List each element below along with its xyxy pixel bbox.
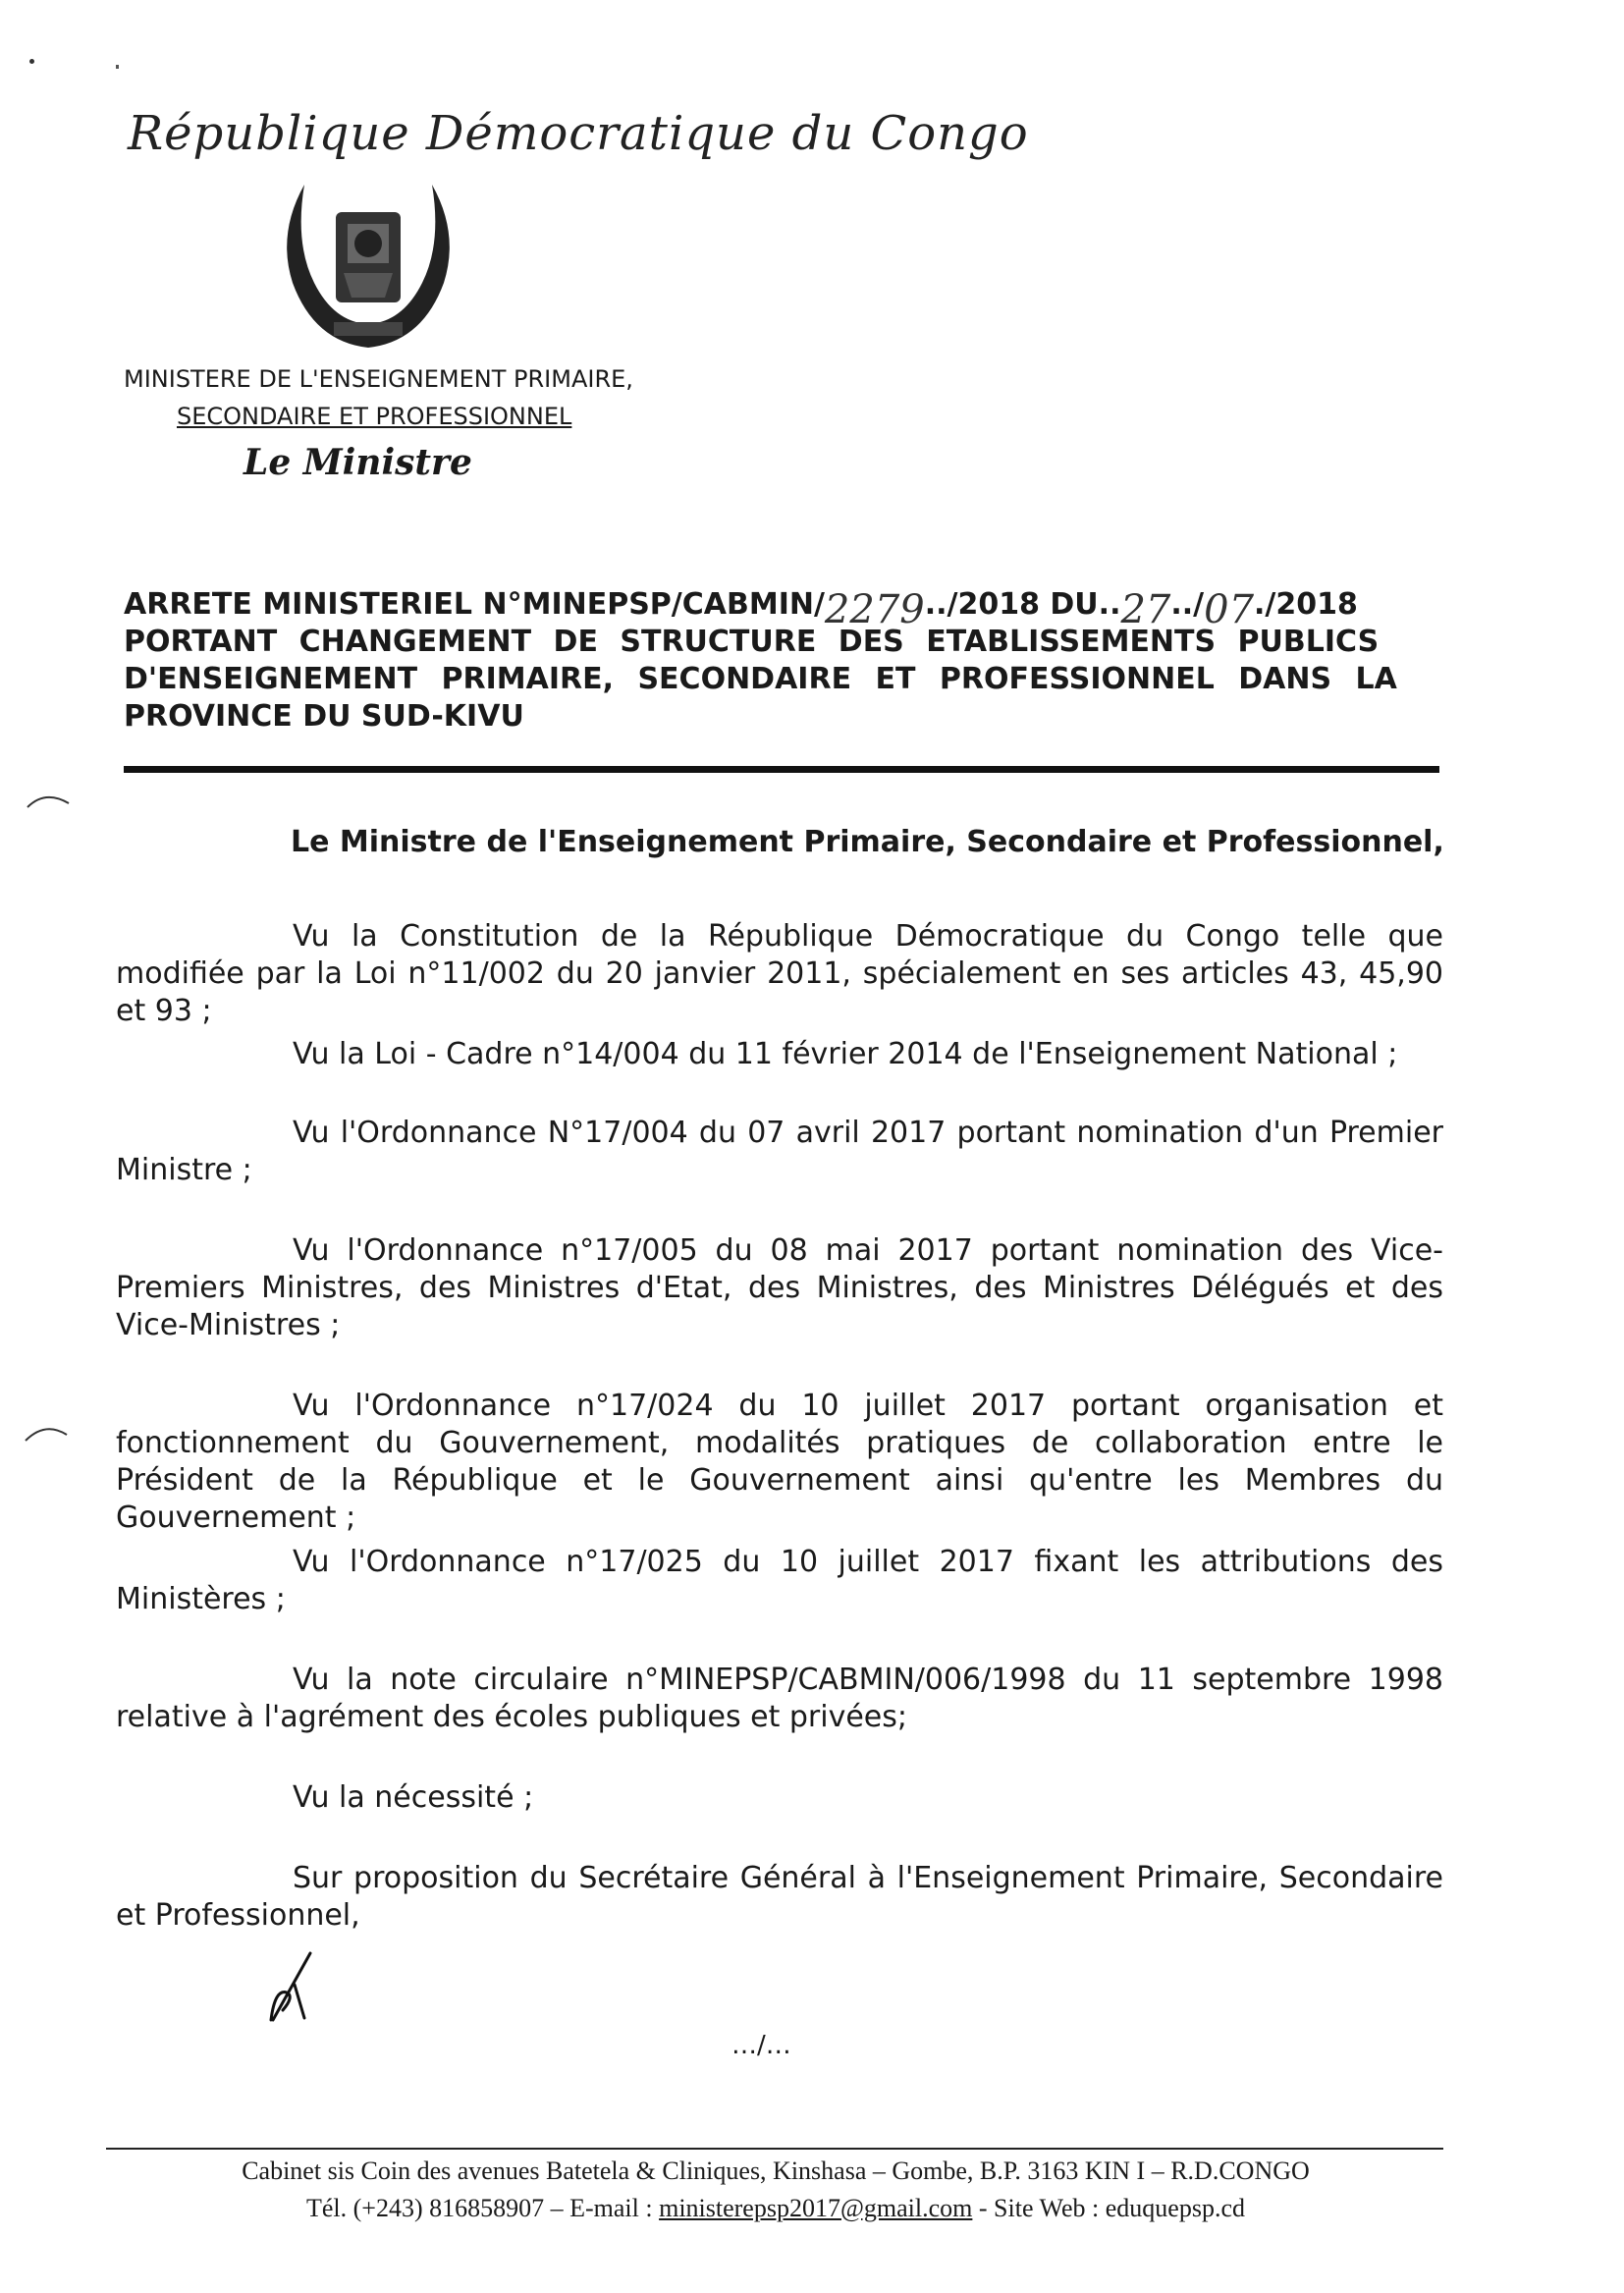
footer-contact — [98, 2194, 1453, 2223]
footer-address: Cabinet sis Coin des avenues Batetela & Cliniques, Kinshasa – Gombe, B.P. 3163 KIN I – R.D.CONGO — [242, 2157, 1310, 2185]
handwritten-day: 27 — [1120, 587, 1171, 632]
scan-speck — [116, 65, 119, 69]
recital-ordonnance-attributions: Vu l'Ordonnance n°17/025 du 10 juillet 2017 fixant les attributions des Ministères ; — [116, 1545, 1443, 1616]
handwritten-initial-signature — [265, 1949, 324, 2028]
recital-necessite: Vu la nécessité ; — [293, 1780, 534, 1815]
decree-title-line2 — [124, 625, 1439, 662]
recital-loi-cadre: Vu la Loi - Cadre n°14/004 du 11 février 2014 de l'Enseignement National ; — [293, 1037, 1398, 1071]
decree-reference-line — [124, 587, 1439, 632]
recital-ordonnance-gouvernement: Vu l'Ordonnance n°17/024 du 10 juillet 2017 portant organisation et fonctionnement du Gouvernement, modalités pratiques de collaboration entre le Président de la République et le Gouvernement ainsi qu'entre les Membres du Gouvernement ; — [116, 1389, 1443, 1535]
recital-ordonnance-vice-premiers: Vu l'Ordonnance n°17/005 du 08 mai 2017 portant nomination des Vice-Premiers Ministres, des Ministres d'Etat, des Ministres, des Ministres Délégués et des Vice-Ministres ; — [116, 1233, 1443, 1342]
decree-ref-suffix: ./2018 — [1254, 587, 1358, 622]
continued-marker: …/… — [731, 2031, 791, 2060]
decree-ref-prefix: ARRETE MINISTERIEL N°MINEPSP/CABMIN/ — [124, 587, 825, 622]
footer-email-link[interactable]: ministerepsp2017@gmail.com — [659, 2194, 973, 2222]
ministry-name-line1: MINISTERE DE L'ENSEIGNEMENT PRIMAIRE, — [124, 365, 633, 393]
le-ministre-heading: Le Ministre — [244, 442, 472, 483]
decree-title-line4 — [124, 699, 1439, 737]
margin-mark — [26, 786, 71, 811]
coat-of-arms-emblem — [275, 175, 461, 352]
scan-speck — [29, 59, 34, 64]
footer-divider — [106, 2148, 1443, 2150]
title-divider — [124, 766, 1439, 773]
handwritten-decree-number: 2279 — [824, 587, 925, 632]
recital-ordonnance-premier-ministre: Vu l'Ordonnance N°17/004 du 07 avril 2017 portant nomination d'un Premier Ministre ; — [116, 1116, 1443, 1187]
footer-telephone: Tél. (+243) 816858907 – E-mail : — [305, 2194, 660, 2222]
republic-heading: République Démocratique du Congo — [128, 106, 1029, 161]
issuing-minister-line: Le Ministre de l'Enseignement Primaire, Secondaire et Professionnel, — [291, 825, 1444, 859]
handwritten-month: 07 — [1204, 587, 1255, 632]
margin-mark — [24, 1419, 69, 1445]
decree-title-text: D'ENSEIGNEMENT PRIMAIRE, SECONDAIRE ET PROFESSIONNEL DANS LA — [124, 662, 1397, 696]
recital-proposition: Sur proposition du Secrétaire Général à l'Enseignement Primaire, Secondaire et Professionnel, — [116, 1861, 1443, 1933]
decree-ref-middle: ../2018 DU.. — [924, 587, 1121, 622]
recital-note-circulaire: Vu la note circulaire n°MINEPSP/CABMIN/006/1998 du 11 septembre 1998 relative à l'agrément des écoles publiques et privées; — [116, 1663, 1443, 1734]
decree-title — [124, 587, 1439, 737]
recital-constitution: Vu la Constitution de la République Démocratique du Congo telle que modifiée par la Loi n°11/002 du 20 janvier 2011, spécialement en ses articles 43, 45,90 et 93 ; — [116, 919, 1443, 1028]
decree-title-line3 — [124, 662, 1439, 699]
decree-title-text: PORTANT CHANGEMENT DE STRUCTURE DES ETABLISSEMENTS PUBLICS — [124, 625, 1380, 659]
ministry-name-line2: SECONDAIRE ET PROFESSIONNEL — [177, 403, 572, 430]
footer-website: - Site Web : eduquepsp.cd — [972, 2194, 1245, 2222]
decree-title-text: PROVINCE DU SUD-KIVU — [124, 699, 524, 734]
decree-ref-separator: ../ — [1170, 587, 1205, 622]
